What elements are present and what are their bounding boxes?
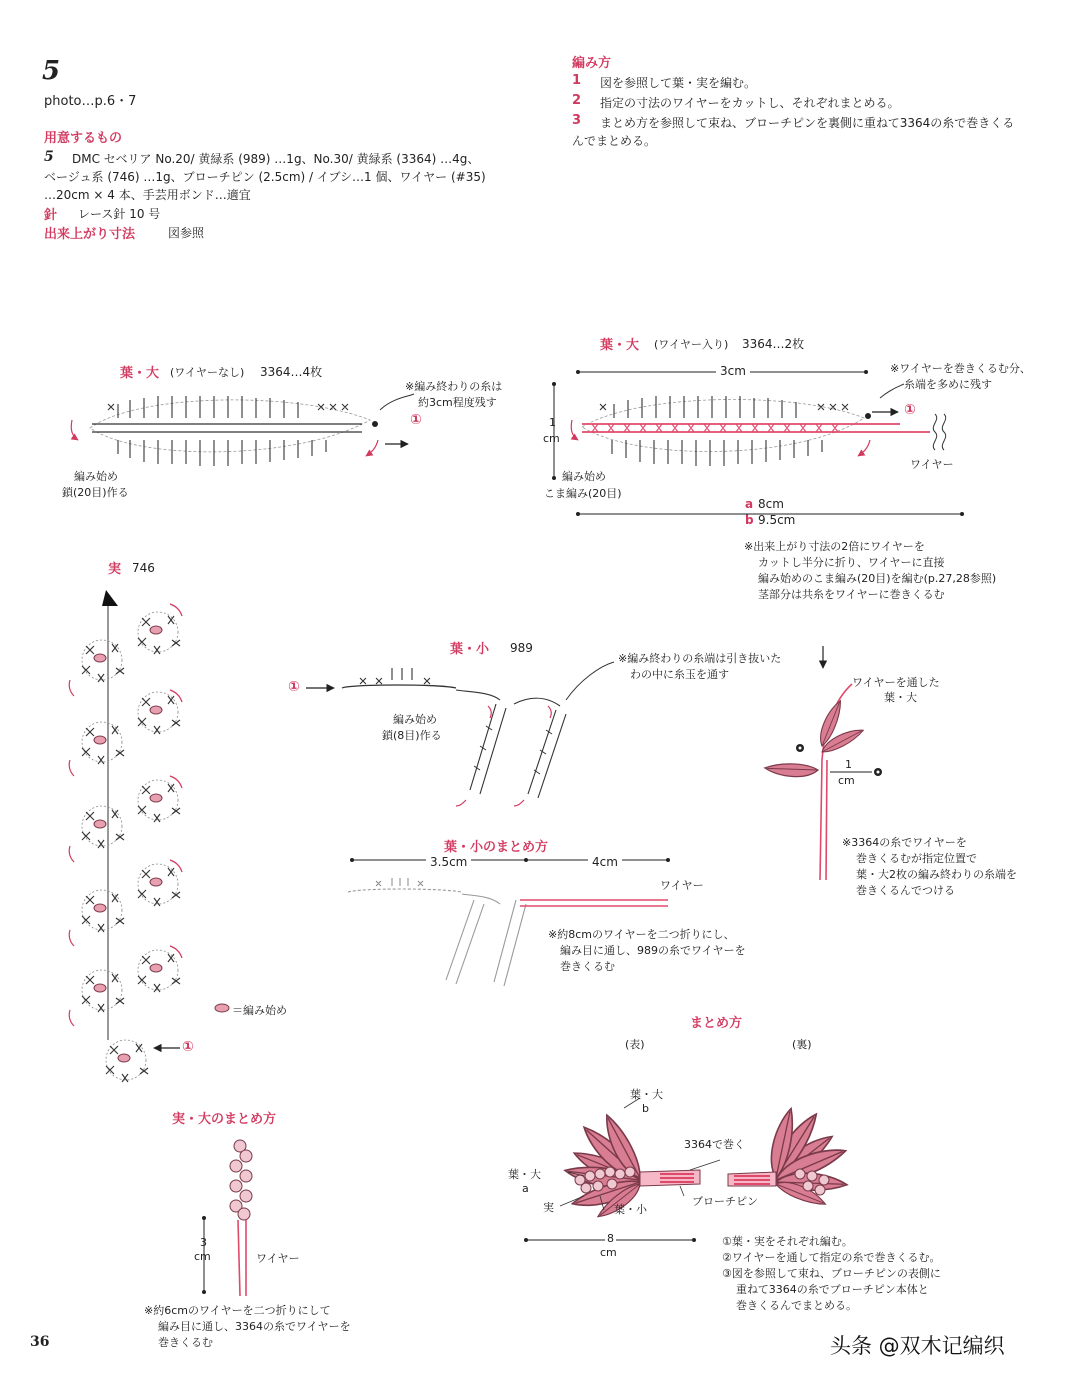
length-b-letter: b [745, 513, 754, 527]
stem-note-3: 葉・大2枚の編み終わりの糸端を [856, 868, 1017, 881]
final-assembly-drawing [524, 1098, 849, 1242]
small-assembly-wire: ワイヤー [660, 879, 704, 892]
size-value: 図参照 [168, 226, 205, 240]
berry-assembly-length-num: 3 [200, 1236, 207, 1249]
final-step-2: ②ワイヤーを通して指定の糸で巻きくるむ。 [722, 1251, 941, 1264]
final-leaf-large-b-1: 葉・大 [630, 1088, 663, 1101]
berry-assembly-note-1: ※約6cmのワイヤーを二つ折りにして [144, 1304, 331, 1317]
length-b-value: 9.5cm [758, 513, 796, 527]
leaf-large-wire-note-6: 茎部分は共糸をワイヤーに巻きくるむ [758, 588, 945, 601]
berry-legend: ＝編み始め [232, 1004, 287, 1017]
step-1-text: 図を参照して葉・実を編む。 [600, 76, 757, 90]
pattern-number: 5 [42, 56, 61, 86]
berry-assembly-note-3: 巻きくるむ [158, 1336, 213, 1349]
small-assembly-note-1: ※約8cmのワイヤーを二つ折りにし、 [548, 928, 735, 941]
step-3-number: 3 [572, 113, 582, 128]
leaf-large-wire-note-3: ※出来上がり寸法の2倍にワイヤーを [744, 540, 925, 553]
step-1-number: 1 [572, 73, 582, 88]
leaf-large-wire-note-5: 編み始めのこま編み(20目)を編む(p.27,28参照) [758, 572, 997, 585]
leaf-small-start-2: 鎖(8目)作る [382, 729, 442, 742]
final-leaf-small-label: 葉・小 [614, 1203, 647, 1216]
small-assembly-length-2: 4cm [588, 855, 622, 869]
stem-label-1: ワイヤーを通した [852, 676, 940, 689]
berry-assembly-note-2: 編み目に通し、3364の糸でワイヤーを [158, 1320, 351, 1333]
berry-title: 実 [108, 562, 122, 577]
leaf-small-note-1: ※編み終わりの糸端は引き抜いた [618, 652, 782, 665]
final-leaf-large-b-2: b [642, 1102, 649, 1115]
materials-item-number: 5 [44, 149, 54, 165]
final-step-3: ③図を参照して束ね、ブローチピンの表側に [722, 1267, 941, 1280]
leaf-large-nowire-count: 3364…4枚 [260, 365, 323, 379]
stem-distance-unit: cm [838, 774, 855, 787]
instructions-heading: 編み方 [572, 56, 612, 71]
leaf-large-nowire-note-2: 約3cm程度残す [418, 396, 497, 409]
leaf-large-wire-start-2: こま編み(20目) [544, 487, 622, 500]
circle-1-marker-2: ① [904, 402, 916, 418]
final-assembly-title: まとめ方 [690, 1016, 743, 1031]
small-assembly-note-3: 巻きくるむ [560, 960, 615, 973]
stem-note-4: 巻きくるんでつける [856, 884, 955, 897]
leaf-large-wire-note-4: カットし半分に折り、ワイヤーに直接 [758, 556, 945, 569]
leaf-small-chart [306, 662, 614, 806]
needle-label: 針 [44, 208, 58, 223]
step-2-number: 2 [572, 93, 582, 108]
materials-line-3: …20cm × 4 本、手芸用ボンド…適宜 [44, 188, 251, 202]
leaf-large-wire-note-1: ※ワイヤーを巻きくるむ分、 [890, 362, 1031, 375]
page-number: 36 [30, 1334, 50, 1350]
berry-count: 746 [132, 561, 155, 575]
length-a-letter: a [745, 497, 754, 511]
leaf-large-nowire-start-1: 編み始め [74, 470, 118, 483]
leaf-large-wire-start-1: 編み始め [562, 470, 606, 483]
small-assembly-note-2: 編み目に通し、989の糸でワイヤーを [560, 944, 746, 957]
leaf-large-wire-wire-label: ワイヤー [910, 458, 954, 471]
leaf-small-note-2: わの中に糸玉を通す [630, 668, 729, 681]
circle-1-marker-4: ① [288, 679, 300, 695]
final-front-label: (表) [625, 1038, 645, 1051]
step-3-text-continued: んでまとめる。 [572, 134, 657, 148]
leaf-small-start-1: 編み始め [393, 713, 437, 726]
leaf-large-nowire-chart [71, 394, 414, 466]
small-assembly-drawing [348, 858, 670, 986]
circle-1-marker: ① [410, 412, 422, 428]
materials-line-2: ベージュ系 (746) …1g、ブローチピン (2.5cm) / イブシ…1 個、ワイヤー (#35) [44, 170, 486, 184]
berry-assembly-wire: ワイヤー [256, 1252, 300, 1265]
final-back-label: (裏) [792, 1038, 812, 1051]
watermark: 头条 @双木记编织 [830, 1334, 1005, 1358]
materials-heading: 用意するもの [44, 131, 123, 146]
leaf-large-wire-height-unit: cm [543, 432, 560, 445]
stem-distance-num: 1 [845, 758, 852, 771]
final-wrap-label: 3364で巻く [684, 1138, 745, 1151]
leaf-large-nowire-title: 葉・大 [120, 366, 160, 381]
stem-note-2: 巻きくるむが指定位置で [856, 852, 977, 865]
needle-value: レース針 10 号 [78, 207, 161, 221]
berry-assembly-length-unit: cm [194, 1250, 211, 1263]
small-assembly-title: 葉・小のまとめ方 [444, 840, 549, 855]
final-step-5: 巻きくるんでまとめる。 [736, 1299, 857, 1312]
final-leaf-large-a-2: a [522, 1182, 529, 1195]
leaf-large-wire-height-num: 1 [549, 416, 556, 429]
photo-reference: photo…p.6・7 [44, 94, 137, 109]
small-assembly-length-1: 3.5cm [426, 855, 471, 869]
leaf-large-nowire-start-2: 鎖(20目)作る [62, 486, 129, 499]
leaf-large-wire-sub: (ワイヤー入り) [654, 338, 729, 351]
berry-assembly-drawing [202, 1140, 252, 1296]
leaf-large-wire-count: 3364…2枚 [742, 337, 805, 351]
leaf-large-wire-note-2: 糸端を多めに残す [904, 378, 992, 391]
final-brooch-label: ブローチピン [692, 1195, 758, 1208]
step-2-text: 指定の寸法のワイヤーをカットし、それぞれまとめる。 [600, 96, 900, 110]
final-step-1: ①葉・実をそれぞれ編む。 [722, 1235, 853, 1248]
circle-1-marker-3: ① [182, 1039, 194, 1055]
stem-note-1: ※3364の糸でワイヤーを [842, 836, 967, 849]
final-length-num: 8 [607, 1232, 614, 1245]
berry-chart [69, 590, 229, 1082]
materials-line-1: DMC セベリア No.20/ 黄緑系 (989) …1g、No.30/ 黄緑系 (3364) …4g、 [72, 152, 480, 166]
size-label: 出来上がり寸法 [44, 227, 136, 242]
berry-assembly-title: 実・大のまとめ方 [172, 1112, 277, 1127]
final-length-unit: cm [600, 1246, 617, 1259]
leaf-small-title: 葉・小 [450, 642, 490, 657]
leaf-large-wire-width: 3cm [716, 364, 750, 378]
length-a-value: 8cm [758, 497, 784, 511]
final-step-4: 重ねて3364の糸でブローチピン本体と [736, 1283, 929, 1296]
final-berry-label: 実 [543, 1201, 554, 1214]
final-leaf-large-a-1: 葉・大 [508, 1168, 541, 1181]
leaf-large-wire-title: 葉・大 [600, 338, 640, 353]
stem-label-2: 葉・大 [884, 691, 917, 704]
leaf-small-count: 989 [510, 641, 533, 655]
leaf-large-nowire-note-1: ※編み終わりの糸は [405, 380, 503, 393]
leaf-large-nowire-sub: (ワイヤーなし) [170, 366, 245, 379]
step-3-text: まとめ方を参照して束ね、ブローチピンを裏側に重ねて3364の糸で巻きくる [600, 116, 1015, 130]
